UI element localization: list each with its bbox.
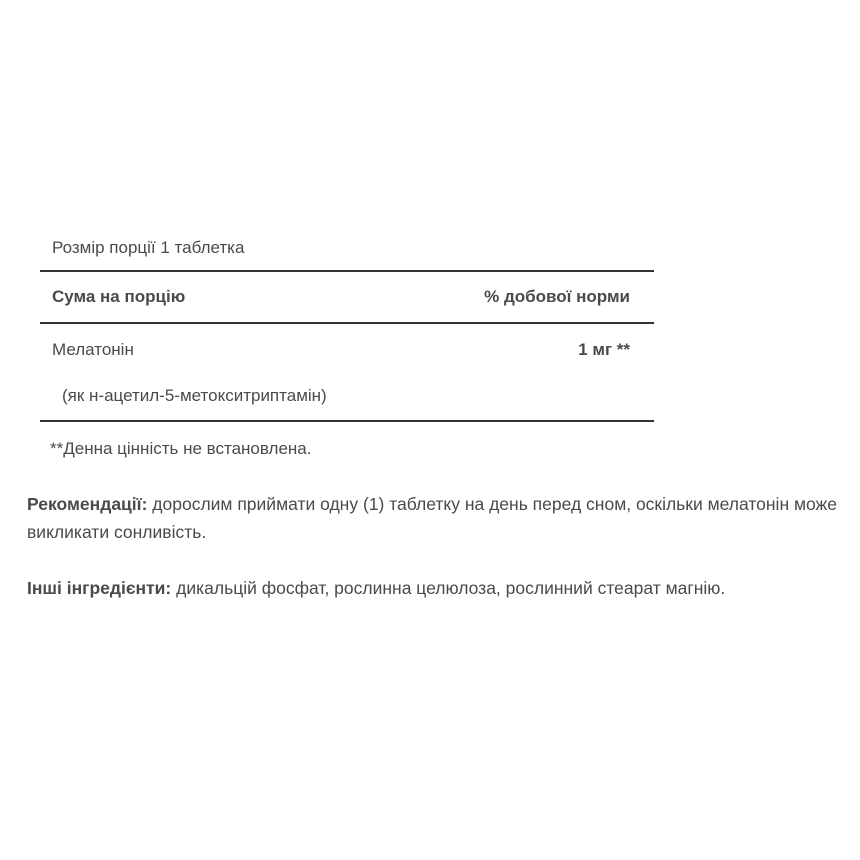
- supplement-facts-table: [40, 226, 654, 474]
- other-ingredients-label: Інші інгредієнти:: [27, 578, 172, 598]
- other-ingredients-text: дикальцій фосфат, рослинна целюлоза, рослинний стеарат магнію.: [171, 578, 726, 598]
- nutrient-amount: 1 мг **: [578, 340, 630, 359]
- other-ingredients-paragraph: [27, 574, 837, 602]
- amount-per-serving-heading: Сума на порцію: [52, 287, 186, 306]
- nutrient-row: [40, 324, 654, 376]
- recommendations-paragraph: [27, 490, 837, 546]
- recommendations-label: Рекомендації:: [27, 494, 148, 514]
- serving-size: Розмір порції 1 таблетка: [52, 238, 245, 257]
- footnote: **Денна цінність не встановлена.: [50, 438, 312, 458]
- recommendations-text: дорослим приймати одну (1) таблетку на день перед сном, оскільки мелатонін може викликати сонливість.: [27, 494, 837, 542]
- nutrient-name: Мелатонін: [52, 340, 134, 359]
- facts-header-row: [40, 272, 654, 322]
- nutrient-source: (як н-ацетил-5-метокситриптамін): [62, 386, 327, 405]
- daily-value-heading: % добової норми: [484, 287, 630, 306]
